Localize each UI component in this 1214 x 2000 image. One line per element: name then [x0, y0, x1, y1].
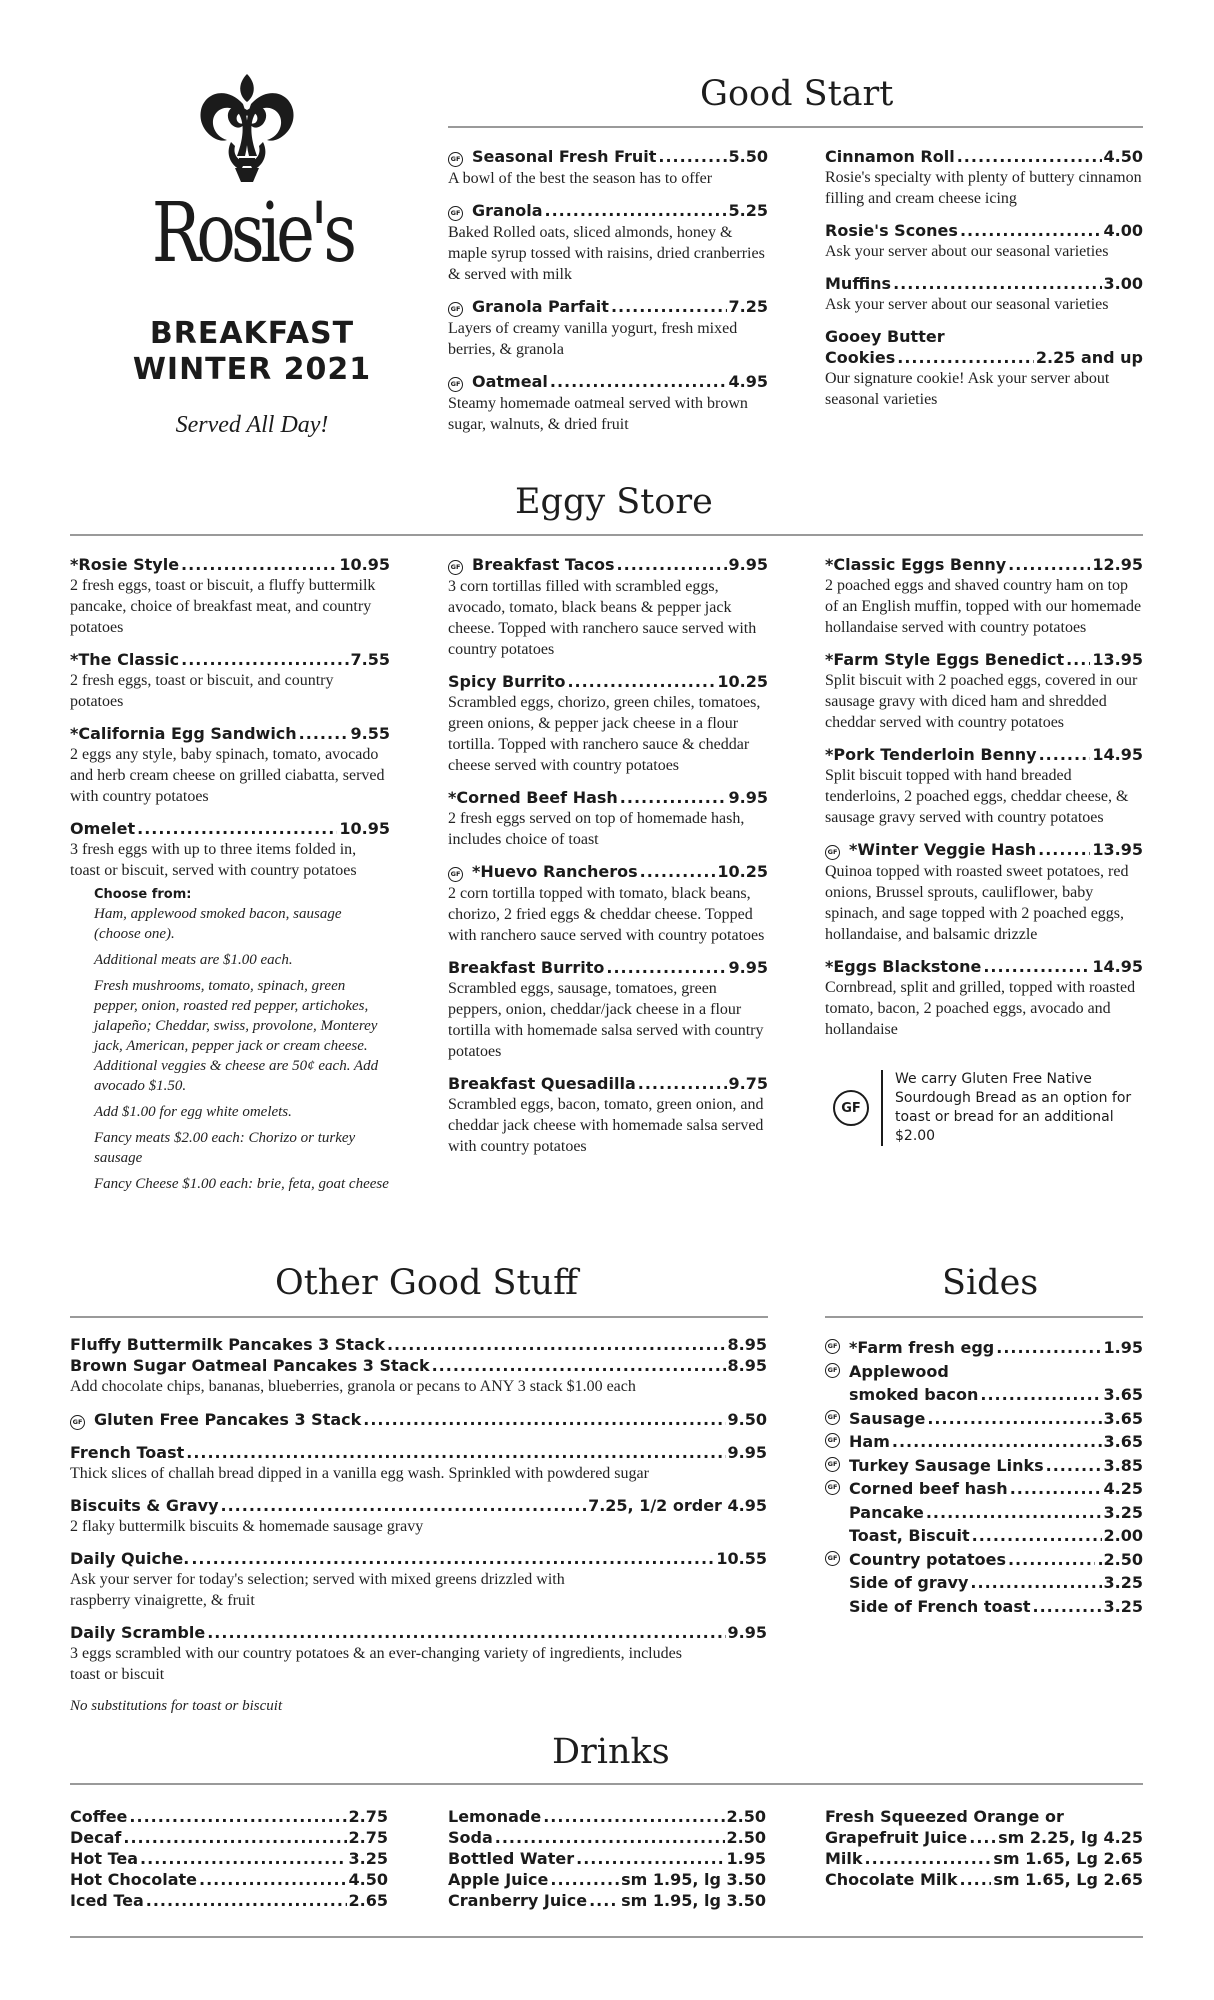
eggy-col3 — [825, 554, 1143, 1146]
item-name: Hot Tea — [70, 1849, 139, 1868]
menu-item — [825, 326, 1143, 410]
menu-item — [70, 818, 390, 881]
item-price: sm 2.25, lg 4.25 — [998, 1828, 1143, 1847]
item-price: 9.95 — [727, 1623, 767, 1642]
drinks-title: Drinks — [552, 1732, 670, 1772]
item-price: 13.95 — [1092, 650, 1143, 669]
item-name: Muffins — [825, 274, 892, 293]
gluten-free-icon: GF — [70, 1415, 85, 1430]
good-start-col2 — [825, 146, 1143, 421]
item-name: *Farm Style Eggs Benedict — [825, 650, 1065, 669]
item-price: 3.25 — [1103, 1596, 1143, 1616]
gf-note — [825, 1070, 1143, 1146]
gluten-free-icon: GF — [448, 377, 463, 392]
item-description: Thick slices of challah bread dipped in a vanilla egg wash. Sprinkled with powdered sugar — [70, 1465, 649, 1482]
drink-item — [825, 1827, 1143, 1848]
gluten-free-icon: GF — [825, 1339, 840, 1354]
side-item — [825, 1548, 1143, 1572]
item-name: Gluten Free Pancakes 3 Stack — [94, 1410, 362, 1429]
item-price: 9.95 — [728, 555, 768, 574]
item-name: Granola — [472, 201, 543, 220]
drink-item — [70, 1806, 388, 1827]
item-price: 3.65 — [1103, 1432, 1143, 1451]
item-price: 7.25 — [728, 297, 768, 316]
item-description: Ask your server about our seasonal varieties — [825, 243, 1109, 260]
drink-item — [825, 1848, 1143, 1869]
gluten-free-icon: GF — [825, 1410, 840, 1425]
item-price: 10.95 — [339, 555, 390, 574]
substitution-note: No substitutions for toast or biscuit — [70, 1698, 283, 1714]
gluten-free-icon — [833, 1090, 869, 1126]
menu-item — [448, 957, 768, 1062]
item-price: 5.50 — [728, 147, 768, 166]
gluten-free-icon: GF — [825, 1551, 840, 1566]
menu-item — [70, 1622, 767, 1685]
item-price: 14.95 — [1092, 957, 1143, 976]
drink-item — [70, 1827, 388, 1848]
gluten-free-icon: GF — [448, 206, 463, 221]
item-price: 3.25 — [348, 1849, 388, 1868]
menu-item — [448, 200, 768, 285]
item-price: 9.50 — [727, 1410, 767, 1429]
item-name: Oatmeal — [472, 372, 548, 391]
item-name: Seasonal Fresh Fruit — [472, 147, 657, 166]
brand-subtitle-line1: BREAKFAST — [149, 316, 355, 351]
item-description: Quinoa topped with roasted sweet potatoes, red onions, Brussel sprouts, cauliflower, baby spinach, and sage topped with 2 poached eggs, hollandaise, and balsamic drizzle — [825, 863, 1129, 943]
item-name: *Farm fresh egg — [849, 1338, 995, 1357]
omelet-choice: Additional meats are $1.00 each. — [94, 952, 293, 968]
eggy-store-rule — [70, 534, 1143, 536]
logo-block — [92, 64, 412, 454]
item-price: 3.65 — [1103, 1408, 1143, 1428]
item-description: 3 eggs scrambled with our country potatoes & an ever-changing variety of ingredients, includes toast or biscuit — [70, 1645, 682, 1683]
item-name: Chocolate Milk — [825, 1870, 958, 1889]
item-name: Daily Quiche. — [70, 1549, 190, 1568]
menu-item — [825, 273, 1143, 315]
item-description: Steamy homemade oatmeal served with brown sugar, walnuts, & dried fruit — [448, 395, 748, 433]
drinks-col2 — [448, 1806, 766, 1911]
item-description: 2 flaky buttermilk biscuits & homemade sausage gravy — [70, 1518, 424, 1535]
omelet-choice: Ham, applewood smoked bacon, sausage (choose one). — [94, 906, 342, 942]
item-price: 9.95 — [727, 1443, 767, 1462]
omelet-choice: Fancy meats $2.00 each: Chorizo or turkey sausage — [94, 1130, 356, 1166]
menu-item — [70, 1495, 767, 1537]
side-item — [825, 1430, 1143, 1454]
item-name: Country potatoes — [849, 1549, 1006, 1569]
menu-item — [70, 649, 390, 712]
eggy-col1 — [70, 554, 390, 1200]
item-name: French Toast — [70, 1443, 185, 1462]
menu-item — [448, 296, 768, 360]
item-name: *Corned Beef Hash — [448, 788, 618, 807]
item-name: Cranberry Juice — [448, 1891, 588, 1910]
menu-item — [70, 1334, 767, 1355]
side-item — [825, 1383, 1143, 1407]
item-name: Ham — [849, 1432, 890, 1451]
other-good-stuff-rule — [70, 1316, 768, 1318]
omelet-choice: Fresh mushrooms, tomato, spinach, green pepper, onion, roasted red pepper, artichokes, jalapeño; Cheddar, swiss, provolone, Monterey jack, American, pepper jack or cream cheese. Additional veggies & cheese are 50¢ each. Add avocado $1.50. — [94, 978, 379, 1094]
side-item — [825, 1360, 1143, 1384]
menu-item — [825, 146, 1143, 209]
item-description: Split biscuit with 2 poached eggs, covered in our sausage gravy with diced ham and shredded cheddar served with country potatoes — [825, 672, 1138, 731]
footer-rule — [70, 1936, 1143, 1938]
item-price: 2.65 — [348, 1891, 388, 1910]
item-description: Split biscuit topped with hand breaded tenderloins, 2 poached eggs, cheddar cheese, & sausage gravy served with country potatoes — [825, 767, 1129, 826]
item-name: Fluffy Buttermilk Pancakes 3 Stack — [70, 1335, 385, 1354]
sides-rule — [825, 1316, 1143, 1318]
item-price: 3.25 — [1103, 1573, 1143, 1592]
item-description: 2 fresh eggs, toast or biscuit, and country potatoes — [70, 672, 334, 710]
gf-note-text: We carry Gluten Free Native Sourdough Bread as an option for toast or bread for an additional $2.00 — [895, 1071, 1132, 1144]
item-name: Soda — [448, 1828, 493, 1847]
item-name: *California Egg Sandwich — [70, 724, 297, 743]
item-name: Cookies — [825, 348, 896, 367]
item-price: 2.25 and up — [1035, 348, 1143, 367]
item-description: Add chocolate chips, bananas, blueberries, granola or pecans to ANY 3 stack $1.00 each — [70, 1378, 636, 1395]
menu-item — [825, 220, 1143, 262]
item-name: Rosie's Scones — [825, 221, 958, 240]
menu-item — [825, 744, 1143, 828]
menu-item — [70, 1442, 767, 1484]
brand-name: Rosie's — [151, 186, 353, 281]
item-description: A bowl of the best the season has to offer — [448, 170, 713, 187]
brand-subtitle-line2: WINTER 2021 — [132, 352, 372, 387]
item-description: Layers of creamy vanilla yogurt, fresh mixed berries, & granola — [448, 320, 738, 358]
good-start-col1 — [448, 146, 768, 446]
item-price: 9.55 — [350, 724, 390, 743]
item-description: Our signature cookie! Ask your server about seasonal varieties — [825, 370, 1110, 408]
item-price: 9.75 — [728, 1074, 768, 1093]
item-description: Ask your server for today's selection; served with mixed greens drizzled with raspberry vinaigrette, & fruit — [70, 1571, 565, 1609]
sides-title: Sides — [942, 1263, 1039, 1303]
item-price: 2.00 — [1103, 1526, 1143, 1545]
item-price: sm 1.95, lg 3.50 — [621, 1891, 766, 1910]
item-price: 10.25 — [717, 862, 768, 881]
item-price: 10.55 — [716, 1549, 767, 1568]
menu-item — [448, 861, 768, 946]
gluten-free-icon: GF — [825, 1433, 840, 1448]
item-price: .2.50 — [1097, 1549, 1143, 1569]
item-price: 3.00 — [1103, 274, 1143, 293]
item-price: 2.75 — [348, 1807, 388, 1826]
item-description: Scrambled eggs, sausage, tomatoes, green peppers, onion, cheddar/jack cheese in a flour tortilla with homemade salsa served with country potatoes — [448, 980, 764, 1060]
good-start-rule — [448, 126, 1143, 128]
item-price: 3.25 — [1103, 1502, 1143, 1522]
item-description: Rosie's specialty with plenty of buttery cinnamon filling and cream cheese icing — [825, 169, 1142, 207]
item-name: Daily Scramble — [70, 1623, 206, 1642]
menu-item — [70, 723, 390, 807]
menu-item — [825, 839, 1143, 945]
item-price: 8.95 — [727, 1356, 767, 1375]
menu-item — [448, 371, 768, 435]
item-description: Ask your server about our seasonal varieties — [825, 296, 1109, 313]
side-item — [825, 1454, 1143, 1478]
item-description: Cornbread, split and grilled, topped with roasted tomato, bacon, 2 poached eggs, avocado and hollandaise — [825, 979, 1136, 1038]
item-price: 14.95 — [1092, 745, 1143, 764]
gf-note-divider — [881, 1070, 883, 1146]
item-name: Cinnamon Roll — [825, 147, 955, 166]
item-price: 2.50 — [726, 1807, 766, 1826]
item-name: Coffee — [70, 1807, 128, 1826]
item-name: Apple Juice — [448, 1870, 549, 1889]
menu-item — [448, 787, 768, 850]
item-price: 1.95 — [726, 1849, 766, 1868]
menu-item — [70, 554, 390, 638]
gluten-free-icon: GF — [448, 302, 463, 317]
menu-item — [448, 1073, 768, 1157]
item-name: Corned beef hash — [849, 1479, 1008, 1498]
drink-item — [448, 1806, 766, 1827]
item-name: *Huevo Rancheros — [472, 862, 638, 881]
item-description: 2 fresh eggs served on top of homemade hash, includes choice of toast — [448, 810, 745, 848]
side-item — [825, 1501, 1143, 1525]
menu-item — [825, 956, 1143, 1040]
item-description: 2 poached eggs and shaved country ham on top of an English muffin, topped with our homemade hollandaise served with country potatoes — [825, 577, 1142, 636]
gluten-free-icon: GF — [825, 1363, 840, 1378]
item-price: 4.50 — [348, 1870, 388, 1889]
gluten-free-icon: GF — [825, 845, 840, 860]
drinks-col3 — [825, 1806, 1143, 1890]
gluten-free-icon: GF — [825, 1457, 840, 1472]
item-price: sm 1.65, Lg 2.65 — [993, 1870, 1143, 1889]
item-description: 2 corn tortilla topped with tomato, black beans, chorizo, 2 fried eggs & cheddar cheese. Topped with ranchero sauce served with country potatoes — [448, 885, 765, 944]
item-description: Scrambled eggs, chorizo, green chiles, tomatoes, green onions, & pepper jack cheese in a flour tortilla. Topped with ranchero sauce & cheddar cheese served with country potatoes — [448, 694, 761, 774]
menu-item — [448, 554, 768, 660]
drink-item — [448, 1890, 766, 1911]
eggy-col2 — [448, 554, 768, 1168]
side-item — [825, 1407, 1143, 1431]
item-name: Toast, Biscuit — [849, 1526, 970, 1545]
item-price: 5.25 — [728, 201, 768, 220]
item-name: Spicy Burrito — [448, 672, 566, 691]
drink-item — [70, 1869, 388, 1890]
item-name: Side of gravy — [849, 1573, 969, 1592]
omelet-choice: Fancy Cheese $1.00 each: brie, feta, goat cheese — [94, 1176, 389, 1192]
item-price: 2.75 — [348, 1828, 388, 1847]
item-name: Lemonade — [448, 1807, 542, 1826]
drinks-rule — [70, 1783, 1143, 1785]
item-price: 4.50 — [1103, 147, 1143, 166]
item-name: smoked bacon — [849, 1385, 979, 1404]
item-price: 4.95 — [728, 372, 768, 391]
item-name: *Winter Veggie Hash — [849, 840, 1037, 859]
omelet-choose-label: Choose from: — [94, 887, 192, 902]
item-price: 9.95 — [728, 958, 768, 977]
side-item — [825, 1571, 1143, 1595]
item-name: Pancake — [849, 1502, 924, 1522]
item-description: 2 eggs any style, baby spinach, tomato, avocado and herb cream cheese on grilled ciabatta, served with country potatoes — [70, 746, 385, 805]
item-price: 7.55 — [350, 650, 390, 669]
item-price: 3.65 — [1103, 1385, 1143, 1404]
item-name: Hot Chocolate — [70, 1870, 197, 1889]
drink-item — [70, 1848, 388, 1869]
item-price: 10.95 — [339, 819, 390, 838]
drink-item — [448, 1827, 766, 1848]
item-name: Decaf — [70, 1828, 122, 1847]
item-description: 3 corn tortillas filled with scrambled eggs, avocado, tomato, black beans & pepper jack cheese. Topped with ranchero sauce served with country potatoes — [448, 578, 757, 658]
item-name: *The Classic — [70, 650, 180, 669]
sides-list — [825, 1336, 1143, 1618]
item-price: 2.50 — [726, 1828, 766, 1847]
item-name: Brown Sugar Oatmeal Pancakes 3 Stack — [70, 1356, 430, 1375]
item-name: Side of French toast — [849, 1596, 1031, 1616]
item-name: Turkey Sausage Links — [849, 1455, 1044, 1475]
item-name: *Classic Eggs Benny — [825, 555, 1007, 574]
item-price: 12.95 — [1092, 555, 1143, 574]
item-name: Biscuits & Gravy — [70, 1496, 219, 1515]
item-name: *Rosie Style — [70, 555, 180, 574]
item-name: Grapefruit Juice — [825, 1828, 968, 1847]
side-item — [825, 1595, 1143, 1619]
item-price: 4.00 — [1103, 221, 1143, 240]
item-price: 4.25 — [1103, 1479, 1143, 1498]
item-price: 8.95 — [727, 1335, 767, 1354]
omelet-choice: Add $1.00 for egg white omelets. — [94, 1104, 292, 1120]
menu-item — [70, 1548, 767, 1611]
item-name: Breakfast Tacos — [472, 555, 615, 574]
gf-badge-label: GF — [841, 1100, 861, 1116]
drinks-col1 — [70, 1806, 388, 1911]
brand-tagline: Served All Day! — [175, 412, 329, 438]
good-start-title: Good Start — [700, 74, 894, 114]
item-price: 1.95 — [1103, 1338, 1143, 1357]
menu-item — [448, 671, 768, 776]
item-name: Applewood — [849, 1361, 949, 1381]
item-price: 3.85 — [1103, 1455, 1143, 1475]
gluten-free-icon: GF — [825, 1480, 840, 1495]
item-price: sm 1.95, lg 3.50 — [621, 1870, 766, 1889]
side-item — [825, 1477, 1143, 1501]
other-good-stuff-title: Other Good Stuff — [275, 1263, 578, 1303]
drink-item-line1 — [825, 1806, 1143, 1827]
other-good-stuff-list — [70, 1334, 767, 1722]
item-name: Breakfast Quesadilla — [448, 1074, 636, 1093]
item-name: Iced Tea — [70, 1891, 144, 1910]
drink-item — [448, 1869, 766, 1890]
item-name: Bottled Water — [448, 1849, 575, 1868]
menu-item — [448, 146, 768, 189]
side-item — [825, 1524, 1143, 1548]
eggy-store-title: Eggy Store — [515, 482, 713, 522]
fleur-logo-icon — [187, 70, 307, 190]
item-price: 13.95 — [1092, 840, 1143, 859]
side-item — [825, 1336, 1143, 1360]
item-name: *Pork Tenderloin Benny — [825, 745, 1037, 764]
item-name-line1: Gooey Butter — [825, 327, 945, 346]
item-name: Fresh Squeezed Orange or — [825, 1807, 1064, 1826]
gluten-free-icon: GF — [448, 867, 463, 882]
item-name: Breakfast Burrito — [448, 958, 605, 977]
menu-item — [825, 554, 1143, 638]
item-price: 10.25 — [717, 672, 768, 691]
item-description: Baked Rolled oats, sliced almonds, honey & maple syrup tossed with raisins, dried cranberries & served with milk — [448, 224, 765, 283]
item-name: *Eggs Blackstone — [825, 957, 982, 976]
gluten-free-icon: GF — [448, 152, 463, 167]
item-name: Sausage — [849, 1408, 926, 1428]
item-description: 2 fresh eggs, toast or biscuit, a fluffy buttermilk pancake, choice of breakfast meat, and country potatoes — [70, 577, 376, 636]
drink-item — [448, 1848, 766, 1869]
menu-item — [70, 1409, 767, 1431]
item-price: 7.25, 1/2 order 4.95 — [588, 1496, 767, 1515]
menu-item — [825, 649, 1143, 733]
item-name: Milk — [825, 1849, 863, 1868]
item-description: 3 fresh eggs with up to three items folded in, toast or biscuit, served with country potatoes — [70, 841, 357, 879]
drink-item — [825, 1869, 1143, 1890]
item-price: 9.95 — [728, 788, 768, 807]
item-description: Scrambled eggs, bacon, tomato, green onion, and cheddar jack cheese with homemade salsa served with country potatoes — [448, 1096, 764, 1155]
item-name: Omelet — [70, 819, 136, 838]
menu-item — [70, 1355, 767, 1397]
item-price: sm 1.65, Lg 2.65 — [993, 1849, 1143, 1868]
item-name: Granola Parfait — [472, 297, 609, 316]
drink-item — [70, 1890, 388, 1911]
gluten-free-icon: GF — [448, 560, 463, 575]
